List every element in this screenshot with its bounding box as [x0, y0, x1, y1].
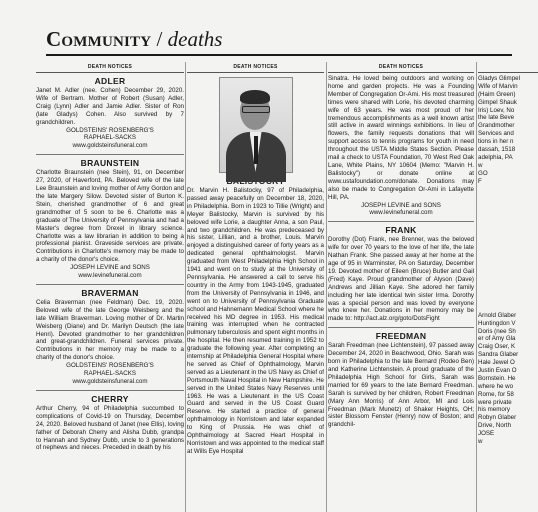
cropped-line [478, 272, 538, 280]
cropped-line: Services and [478, 130, 514, 138]
notice-text: Sarah Freedman (nee Lichtenstein), 97 passed away December 24, 2020 in Beachwood, Ohio. Sarah was born in Philadelphia to the late Bernard (Rodeo Ben) and Katherine Lichtenstein. A proud graduate of the Philadelphia High School for Girls, Sarah was married for 69 years to the late Bernard Freedman. Sarah is survived by her children, Robert Freedman (Mary Ann Morris) of Ann Arbor, MI and Lois Freedman (Mark Munetz) of Shaker Heights, OH; sister Blossom Fenster (Henry) now of Boston; and grandchil- [328, 342, 474, 429]
column-heading: DEATH NOTICES [328, 62, 474, 73]
cropped-line [478, 225, 538, 233]
notice-name: CHERRY [91, 393, 129, 404]
notice-text: Dorothy (Dot) Frank, nee Brenner, was the beloved wife for over 70 years to the love of her life, the late Nathan Frank. She passed away at her home at the age of 95 in Warminster, PA on Saturday, December 19. Devoted mother of Eileen (Bruce) Butler and Gail (Fred) Kaye. Proud grandmother of Alyson (Dave) Andrews and Jillian Kaye. She adored her family including her late identical twin sister Irma. Dorothy was a special person and was loved by everyone who knew her. Donations in her memory may be made to: http://act.alz.org/goto/DotsFight [328, 236, 474, 323]
cropped-line: Rome, for 58 [478, 390, 514, 398]
column-1 [36, 62, 184, 512]
notice-text-continued: Sinatra. He loved being outdoors and working on home and garden projects. He was a Founding Member of Congregation Or-Ami. His most treasured times were shared with Lorie, his devoted charming wife of 63 years. He was most proud of her tremendous accomplishments as a well known artist still active in award winnings exhibitions. In lieu of flowers, the family requests donations that will support access to tennis programs for youth in need throughout the USTA Middle States Section. Please mail a check to USTA Foundation, 70 West Red Oak Lane, White Plains, NY 10604 (Memo: "Marvin H. Balistocky") or donate online at www.ustafoundation.com/donate. Donations may also be made to Congregation Or-Ami in Lafayette Hill, PA. [328, 75, 474, 201]
column-divider [476, 62, 477, 512]
cropped-line [478, 296, 538, 304]
cropped-line [478, 256, 538, 264]
funeral-home: RAPHAEL-SACKS [84, 134, 136, 142]
notice-text: Charlotte Braunstein (nee Stein), 91, on December 27, 2020, of Haverford, PA. Beloved wife of the late Lee Braunstein and loving mother of Amy Gordon and the late Margery Silow. Devoted sister of Burton K. Stein, cherished grandmother of 6 and great grandmother of 5 soon to be 6. Charlotte was a graduate of The University of Pennsylvania and had a Master's degree from Drexel in library science. Charlotte was a law librarian in addition to being a professional pianist. Graveside services are private. Contributions in Charlotte's memory may be made to a charity of the donor's choice. [36, 169, 184, 264]
cropped-line: Gimpel Shauk [478, 98, 517, 106]
cropped-line: the late Beve [478, 114, 515, 122]
cropped-line [478, 304, 538, 312]
cropped-line [478, 209, 538, 217]
cropped-line: Arnold Glaber [478, 311, 517, 319]
cropped-line: er of Amy Gla [478, 335, 516, 343]
cropped-line [478, 185, 538, 193]
notice-divider [328, 221, 474, 222]
column-divider [326, 62, 327, 512]
cropped-line: (Haim Green) [478, 90, 516, 98]
cropped-line: Gladys Glimpel [478, 75, 520, 82]
cropped-line: Hale Jewel O [478, 359, 515, 367]
section-header [46, 26, 222, 52]
cropped-line: tions in her n [478, 138, 514, 146]
cropped-line: Grandmother [478, 122, 515, 130]
cropped-line: Craig Oser, K [478, 343, 516, 351]
notice-text: Dr. Marvin H. Balistocky, 97 of Philadelphia, passed away peacefully on December 18, 2020, in Philadelphia. Born in 1923 to Tillie (Wright) and Meyer Balistocky, Marvin is survived by his beloved wife Lorie, a daughter Anna, a son Paul, and two grandchildren. He was predeceased by his sister, Lillian, and a brother, Louis. Marvin enjoyed a distinguished career of forty years as a dedicated general ophthalmologist. Marvin graduated from West Philadelphia High School in 1941 and went on to study at the University of Pennsylvania. He answered a call to serve his country in the Army from 1943-1945, graduated from the University of Pennsylvania in 1946, and went on to University of Pennsylvania Graduate school and Hahnemann Medical School where he received his MD degree in 1953. His medical training was interrupted when he contracted pulmonary tuberculosis and spent eight months in the hospital. He then resumed training in 1952 to graduate the following year. After completing an internship at Philadelphia General Hospital where he served as Chief of Ophthalmology, Marvin served as a Lieutenant in the US Navy as Chief of Portsmouth Naval Hospital in New Hampshire. He served in the United States Navy Reserves until 1963. He was a Lieutenant in the US Coast Guard and served in the US Coast Guard Reserve. He started a practice of general ophthalmology in Norristown and later expanded to King of Prussia. He was chief of Ophthalmology at Sacred Heart Hospital in Norristown and was appointed to the medical staff at Wills Eye Hospital [187, 187, 324, 455]
cropped-line [478, 193, 538, 201]
funeral-home: JOSEPH LEVINE and SONS [70, 264, 150, 272]
cropped-line: GO [478, 169, 488, 177]
cropped-lines [478, 75, 538, 446]
cropped-line: Drive, North [478, 422, 512, 430]
notice-divider [328, 327, 474, 328]
cropped-line [478, 233, 538, 241]
funeral-home-website: www.levinefuneral.com [369, 209, 433, 217]
column-2 [187, 62, 324, 512]
notice-name: BRAUNSTEIN [80, 158, 140, 169]
cropped-line: Bornstein. He [478, 374, 516, 382]
cropped-line: dassah, 1518 [478, 146, 516, 154]
cropped-line: Robyn Glaber [478, 414, 517, 422]
column-heading-cropped [478, 62, 538, 73]
cropped-line [478, 241, 538, 249]
photo-glasses [242, 106, 270, 113]
funeral-home-website: www.goldsteinsfuneral.com [72, 142, 148, 150]
column-4-cropped [478, 62, 538, 512]
notice-divider [36, 390, 184, 391]
notice-name: FREEDMAN [375, 331, 427, 342]
cropped-line: Wife of Marvin [478, 82, 518, 90]
cropped-line [478, 217, 538, 225]
column-divider [185, 62, 186, 512]
cropped-line: F [478, 177, 482, 185]
column-heading: DEATH NOTICES [187, 62, 324, 73]
cropped-line [478, 280, 538, 288]
cropped-line [478, 264, 538, 272]
photo-tie [254, 136, 258, 164]
cropped-line: where he wo [478, 382, 514, 390]
funeral-home-website: www.levinefuneral.com [78, 272, 142, 280]
cropped-line: Doris (nee Sh [478, 327, 516, 335]
notice-divider [36, 284, 184, 285]
title-separator: / [156, 27, 163, 51]
column-3 [328, 62, 474, 512]
notice-text: Celia Braverman (nee Feldman) Dec. 19, 2020. Beloved wife of the late George Weisberg and the late William Braverman. Loving mother of Dr. Martin Weisberg (Diane) and Dr. Marilyn Deutsch (the late Henri). Devoted grandmother to her grandchildren and great-grandchildren. Funeral services private. Contributions in her memory may be made to a charity of the donor's choice. [36, 298, 184, 362]
section-title: Community [46, 27, 152, 51]
section-subtitle: deaths [167, 27, 223, 51]
cropped-line: Iris) Loev, No [478, 106, 515, 114]
cropped-line: JOSE [478, 430, 495, 438]
funeral-home-website: www.goldsteinsfuneral.com [72, 378, 148, 385]
cropped-line: w [478, 161, 483, 169]
cropped-line: Huntingdon V [478, 319, 516, 327]
portrait-photo [219, 77, 293, 173]
cropped-line [478, 249, 538, 257]
notice-text: Janet M. Adler (nee. Cohen) December 29, 2020. Wife of Bertram. Mother of Robert (Susan) Adler, Craig (Lynn) Adler and Jamie Adler. Sister of Ron (late Gladys) Cohen. Also survived by 7 grandchildren. [36, 87, 184, 126]
header-rule [46, 54, 512, 56]
column-heading: DEATH NOTICES [36, 62, 184, 73]
notice-name: FRANK [385, 225, 417, 236]
notice-name: BRAVERMAN [81, 287, 139, 298]
notice-text: Arthur Cherry, 94 of Philadelphia succumbed to complications of Covid-19 on Thursday, December 24, 2020. Beloved husband of Janet (nee Ellis), loving father of Deborah Cherry and Alisha Dubb, grandpa to Hannah and Sydney Dubb, uncle to 3 generations of nephews and nieces. Preceded in death by his [36, 404, 184, 452]
funeral-home: RAPHAEL-SACKS [84, 370, 136, 378]
cropped-line: w [478, 437, 483, 445]
cropped-line: adelphia, PA [478, 153, 513, 161]
funeral-home: GOLDSTEINS' ROSENBERG'S [66, 126, 154, 134]
notice-name: ADLER [94, 76, 126, 86]
cropped-line: his memory [478, 406, 510, 414]
cropped-line: Sandra Glaber [478, 351, 519, 359]
funeral-home: JOSEPH LEVINE and SONS [361, 201, 441, 209]
notice-divider [36, 154, 184, 155]
funeral-home: GOLDSTEINS' ROSENBERG'S [66, 362, 154, 370]
cropped-line [478, 201, 538, 209]
cropped-line: were private [478, 398, 512, 406]
photo-hair [240, 90, 270, 104]
cropped-line [478, 288, 538, 296]
cropped-line: Justin Evan O [478, 366, 517, 374]
